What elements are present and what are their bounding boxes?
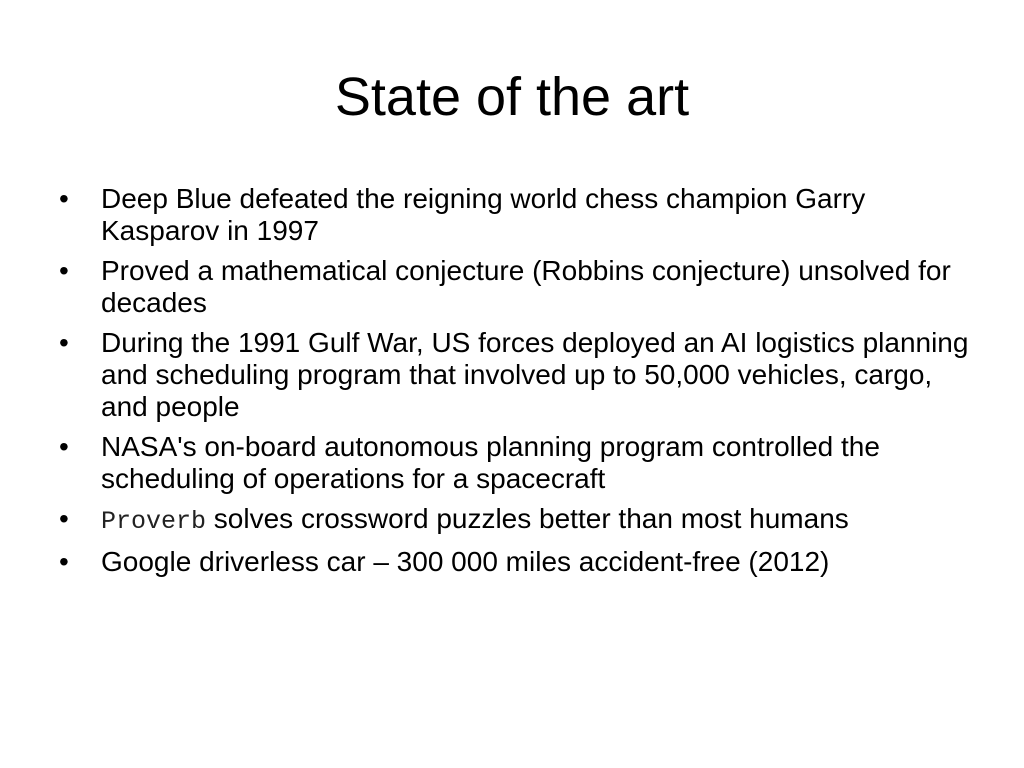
bullet-icon: • [59,327,69,358]
bullet-item-robbins [56,255,976,319]
bullet-icon: • [59,503,69,534]
bullet-item-proverb [56,503,976,538]
bullet-text: Proved a mathematical conjecture (Robbins conjecture) unsolved for decades [101,255,951,318]
bullet-item-deep-blue [56,183,976,247]
bullet-icon: • [59,255,69,286]
bullet-text: NASA's on-board autonomous planning program controlled the scheduling of operations for a spacecraft [101,431,880,494]
bullet-icon: • [59,183,69,214]
bullet-item-nasa [56,431,976,495]
bullet-item-google-car [56,546,976,578]
bullet-item-gulf-war [56,327,976,423]
bullet-text [101,503,849,534]
bullet-text: During the 1991 Gulf War, US forces deployed an AI logistics planning and scheduling program that involved up to 50,000 vehicles, cargo, and people [101,327,969,422]
bullet-list [56,183,976,586]
bullet-text-rest: solves crossword puzzles better than most humans [206,503,849,534]
bullet-text: Deep Blue defeated the reigning world chess champion Garry Kasparov in 1997 [101,183,866,246]
bullet-icon: • [59,431,69,462]
bullet-icon: • [59,546,69,577]
code-term-proverb: Proverb [101,507,207,536]
slide-title: State of the art [334,67,690,127]
bullet-text: Google driverless car – 300 000 miles accident-free (2012) [101,546,830,577]
